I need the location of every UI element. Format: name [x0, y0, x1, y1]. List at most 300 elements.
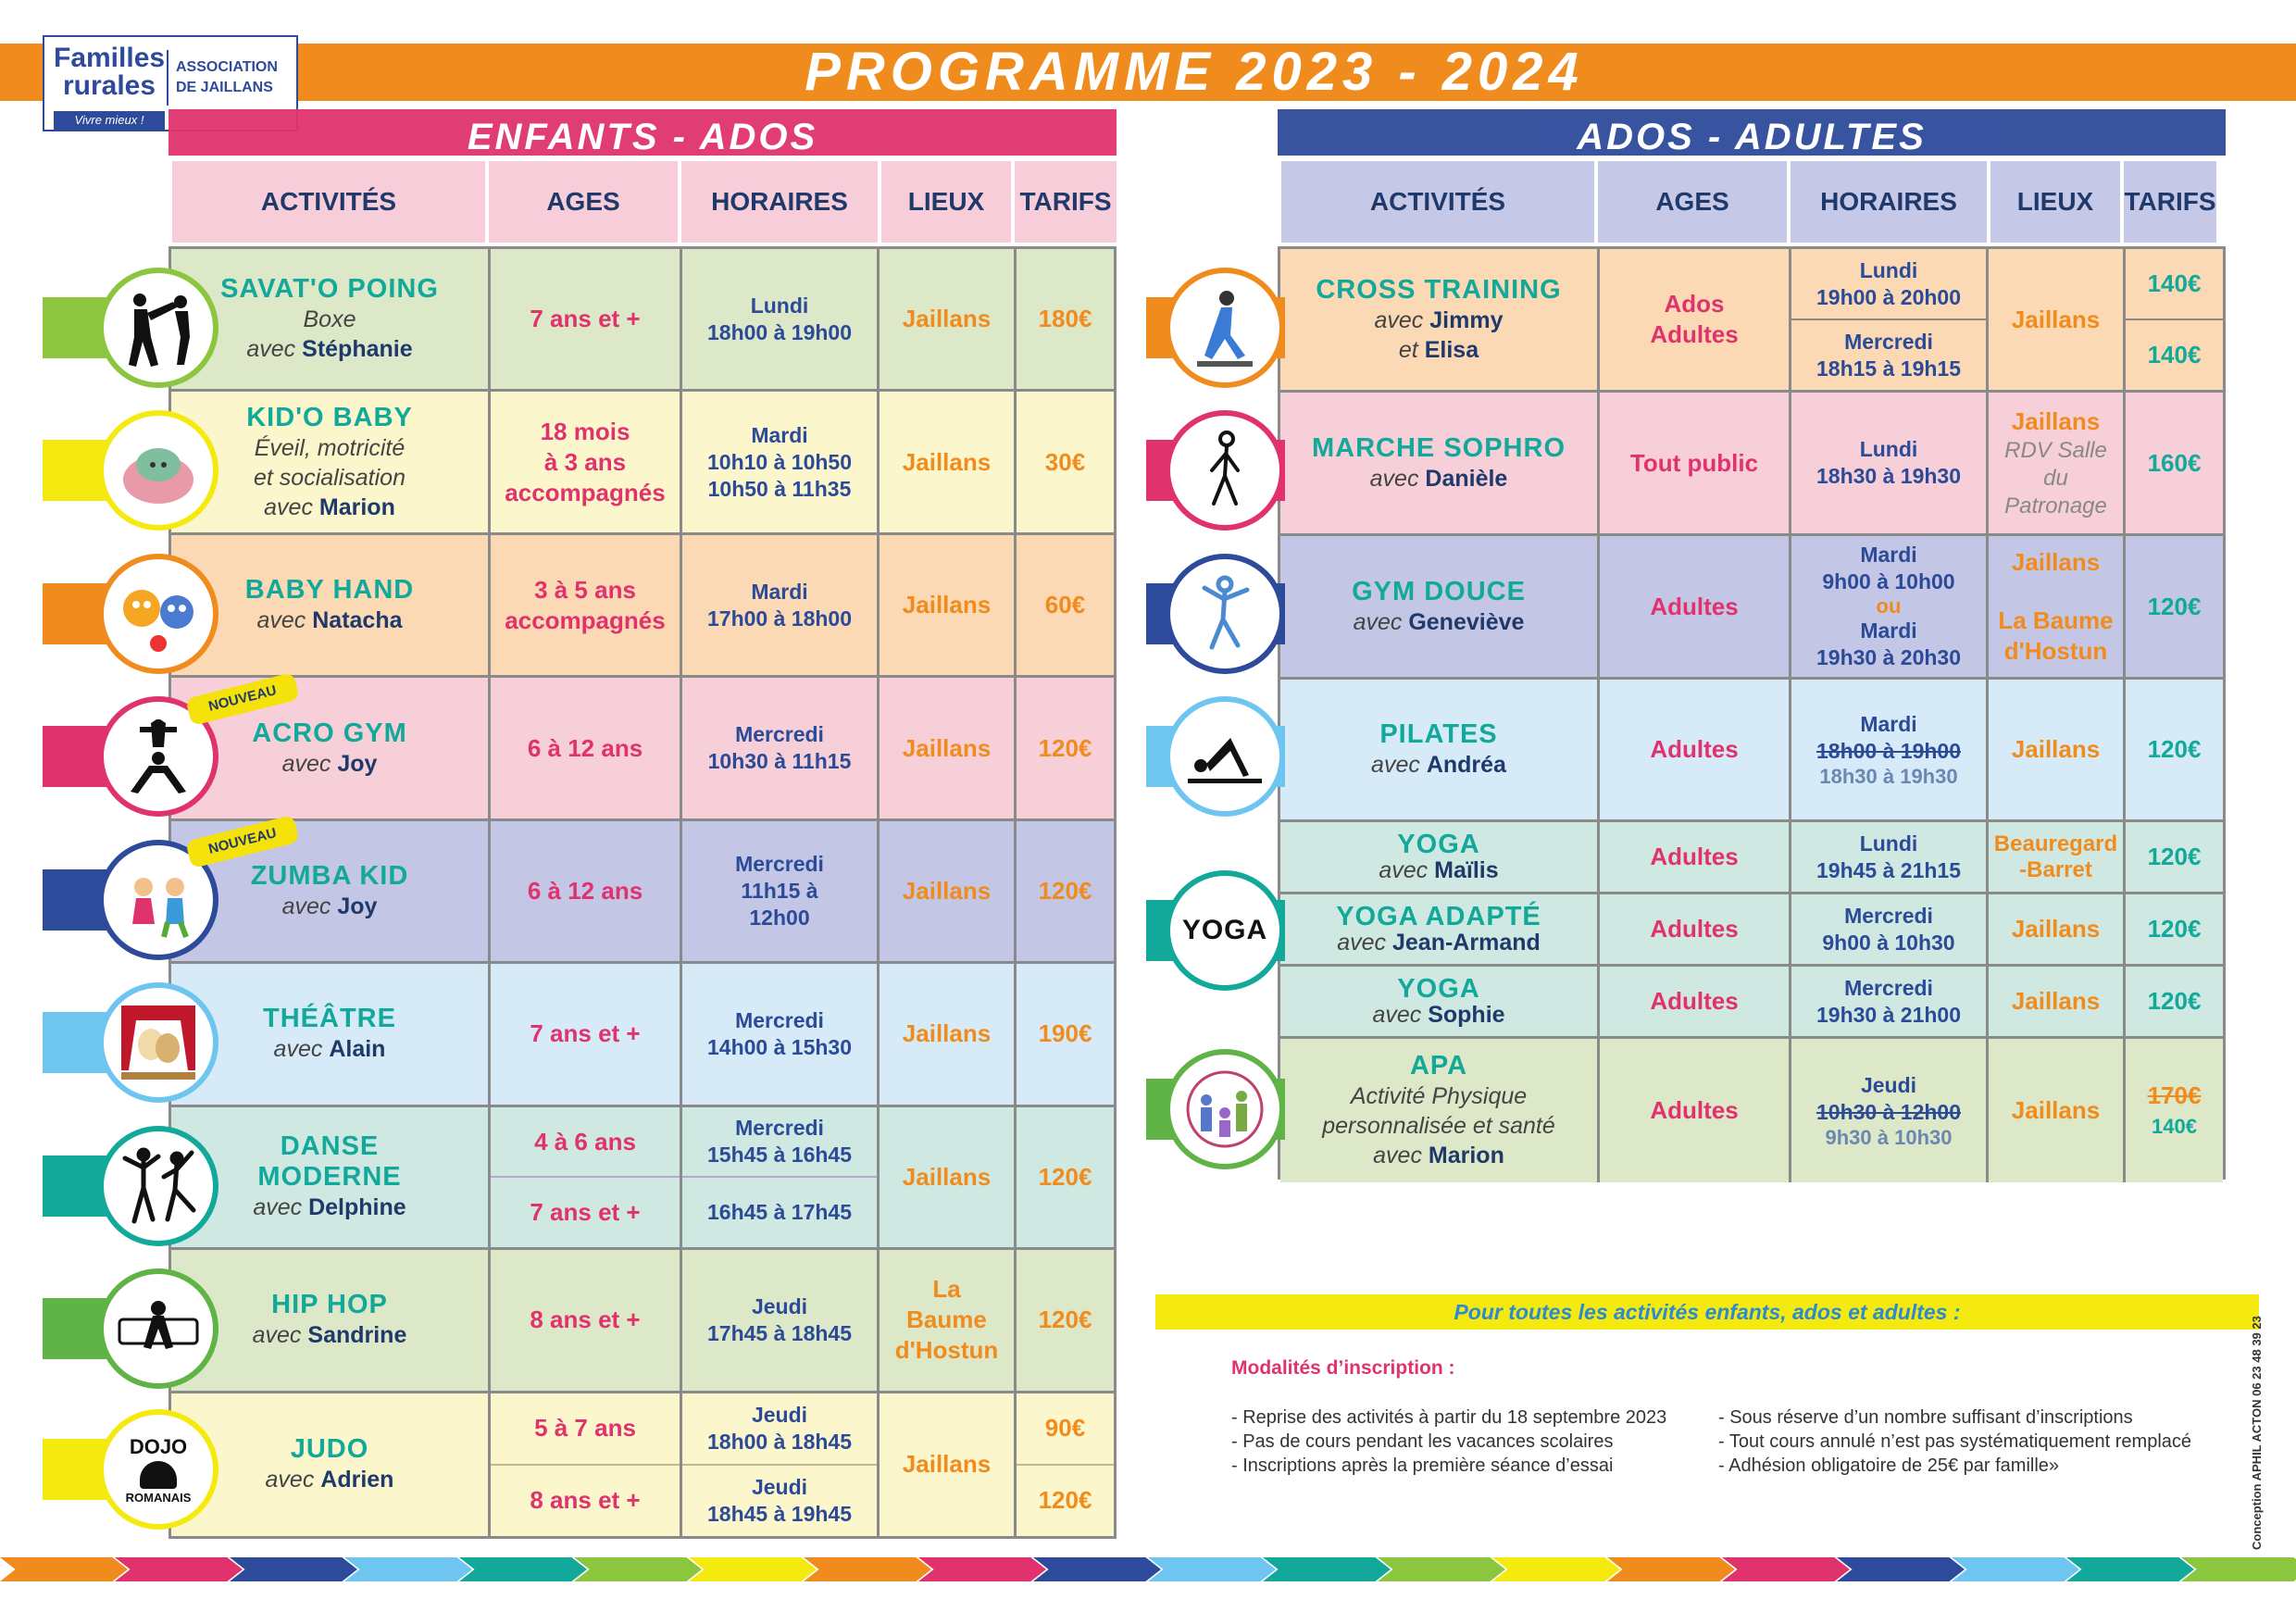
- ages-value: Adultes: [1650, 843, 1739, 870]
- lieu-value: Jaillans: [902, 1162, 992, 1191]
- and-label: et: [1398, 336, 1418, 363]
- modalites-column-1: [1231, 1405, 1713, 1478]
- ages-value: 6 à 12 ans: [527, 733, 643, 762]
- tarif-value: 180€: [1038, 305, 1092, 333]
- ages-cell: [491, 1250, 682, 1393]
- activity-title: BABY HAND: [244, 575, 415, 606]
- horaire-day: Lundi: [1859, 257, 1918, 282]
- teacher-name: Joy: [337, 893, 378, 919]
- teacher-name: Natacha: [312, 607, 403, 634]
- ages-value: 3 à 5 ans: [534, 575, 636, 604]
- theatre-masks-icon: [98, 982, 218, 1103]
- horaire-time: 17h45 à 18h45: [706, 1320, 852, 1345]
- zumba-kid-icon-badge: [43, 840, 209, 960]
- horaire-time: 18h30 à 19h30: [1816, 464, 1961, 488]
- tarif-cell: [2126, 536, 2223, 680]
- tarif-value: 120€: [2147, 735, 2202, 763]
- savat-o-poing-icon-badge: [43, 268, 209, 388]
- modalites-title: Modalités d’inscription :: [1231, 1357, 1455, 1379]
- dojo-logo-subtext: ROMANAIS: [125, 1490, 192, 1505]
- ages-cell: [1600, 536, 1791, 680]
- teacher-name: Elisa: [1424, 336, 1479, 363]
- avec-label: avec: [281, 750, 331, 777]
- activity-title: SAVAT'O POING: [220, 274, 439, 305]
- lieu-cell: [880, 1107, 1017, 1250]
- acro-gym-icon-badge: [43, 696, 209, 817]
- horaire-day: Lundi: [1859, 831, 1918, 856]
- activity-title: YOGA: [1397, 829, 1480, 859]
- ages-cell: [491, 535, 682, 678]
- nouveau-label: NOUVEAU: [185, 815, 300, 868]
- activity-cell: [171, 249, 491, 392]
- activity-title: ACRO GYM: [252, 718, 407, 748]
- horaire-day: Mercredi: [735, 722, 824, 747]
- horaire-time: 19h00 à 20h00: [1816, 284, 1961, 309]
- avec-label: avec: [281, 893, 331, 919]
- activity-description: et socialisation: [254, 464, 406, 491]
- horaires-cell: [682, 535, 880, 678]
- horaires-cell: [682, 821, 880, 964]
- ages-value: accompagnés: [505, 606, 666, 634]
- horaire-time: 18h00 à 19h00: [706, 319, 852, 344]
- judo-icon-badge: [43, 1409, 209, 1530]
- horaire-time: 18h15 à 19h15: [1816, 356, 1961, 381]
- tarif-value: 120€: [1038, 1162, 1092, 1191]
- teacher-name: Jean-Armand: [1392, 929, 1541, 956]
- activity-title: YOGA: [1397, 973, 1480, 1004]
- hip-hop-icon-badge: [43, 1268, 209, 1389]
- tarif-value: 120€: [2147, 987, 2202, 1015]
- lieu-note: Patronage: [2004, 493, 2107, 518]
- logo-divider: [167, 50, 168, 106]
- avec-label: avec: [1353, 608, 1403, 635]
- lieu-value: Jaillans: [2011, 547, 2101, 576]
- teacher-name: Sophie: [1428, 1001, 1505, 1028]
- activity-title: JUDO: [290, 1434, 369, 1465]
- tarif-value: 190€: [1038, 1019, 1092, 1048]
- activity-cell: [1280, 1039, 1600, 1182]
- lieu-value: Jaillans: [902, 305, 992, 333]
- boxing-icon: [98, 268, 218, 388]
- teacher-name: Marion: [318, 493, 395, 520]
- teacher-name: Joy: [337, 750, 378, 777]
- col-header-activites: ACTIVITÉS: [172, 161, 485, 243]
- ages-value: 7 ans et +: [530, 305, 641, 333]
- modalite-item: - Sous réserve d’un nombre suffisant d’inscriptions: [1718, 1407, 2133, 1428]
- horaire-time: 18h00 à 18h45: [706, 1429, 852, 1454]
- pilates-icon: [1165, 696, 1285, 817]
- horaire-time: 9h00 à 10h30: [1822, 930, 1955, 955]
- col-header-ages: AGES: [1598, 161, 1787, 243]
- horaire-time: 16h45 à 17h45: [706, 1200, 852, 1225]
- tarif-cell: [1017, 678, 1114, 820]
- ages-value: à 3 ans: [543, 447, 627, 476]
- avec-label: avec: [1369, 465, 1419, 492]
- tarif-cell: [2126, 393, 2223, 536]
- teacher-name: Danièle: [1425, 465, 1508, 492]
- horaires-cell: [682, 1107, 880, 1250]
- lieu-cell: [1989, 536, 2126, 680]
- modalite-item: - Adhésion obligatoire de 25€ par famille»: [1718, 1455, 2060, 1476]
- danse-moderne-icon-badge: [43, 1126, 209, 1246]
- apa-icon-badge: [1118, 1049, 1285, 1169]
- dojo-logo-text: DOJO: [129, 1434, 188, 1458]
- ages-value: accompagnés: [505, 478, 666, 506]
- nouveau-badge: [187, 825, 298, 857]
- horaire-time-new: 18h30 à 19h30: [1819, 764, 1958, 788]
- dojo-romanais-icon: [98, 1409, 218, 1530]
- lieu-cell: [880, 964, 1017, 1106]
- tarif-cell: [2126, 249, 2223, 393]
- tarif-value: 140€: [2147, 341, 2202, 369]
- credit: Conception APHIL ACTON 06 23 48 39 23: [2250, 1316, 2264, 1550]
- section-title-right: ADOS - ADULTES: [1278, 109, 2226, 156]
- horaire-day: Jeudi: [1860, 1072, 1917, 1097]
- horaire-time: 10h30 à 11h15: [707, 749, 852, 774]
- ages-value: Adultes: [1650, 592, 1739, 620]
- horaires-cell: [1791, 967, 1989, 1039]
- modalite-item: - Inscriptions après la première séance d’essai: [1231, 1455, 1614, 1476]
- horaire-day: Jeudi: [751, 1402, 808, 1427]
- lieu-cell: [1989, 967, 2126, 1039]
- activity-cell: [1280, 680, 1600, 822]
- hiphop-icon: [98, 1268, 218, 1389]
- lieu-value: Jaillans: [902, 591, 992, 619]
- horaires-cell: [1791, 822, 1989, 894]
- horaires-cell: [682, 964, 880, 1106]
- lieu-cell: [1989, 1039, 2126, 1182]
- teacher-name: Maïlis: [1434, 856, 1499, 883]
- horaire-day: Mardi: [1860, 711, 1917, 736]
- right-schedule-table: [1278, 246, 2226, 1180]
- horaires-cell: [682, 1250, 880, 1393]
- logo-tagline: Vivre mieux !: [54, 111, 165, 130]
- col-header-ages: AGES: [489, 161, 678, 243]
- col-header-horaires: HORAIRES: [1791, 161, 1987, 243]
- activity-cell: [171, 535, 491, 678]
- activity-cell: [1280, 894, 1600, 967]
- avec-label: avec: [1337, 929, 1387, 956]
- lieu-value: Jaillans: [902, 1019, 992, 1048]
- teacher-name: Geneviève: [1408, 608, 1525, 635]
- horaire-time: 10h50 à 11h35: [707, 476, 852, 501]
- teacher-name: Adrien: [320, 1467, 394, 1493]
- horaire-time: 19h45 à 21h15: [1816, 857, 1961, 882]
- lieu-cell: [880, 678, 1017, 820]
- horaires-cell: [1791, 894, 1989, 967]
- yoga-icon: [1165, 870, 1285, 991]
- modalite-item: - Pas de cours pendant les vacances scolaires: [1231, 1431, 1614, 1452]
- ages-value: 8 ans et +: [530, 1486, 641, 1515]
- lieu-value: d'Hostun: [894, 1336, 999, 1365]
- ages-cell: [1600, 680, 1791, 822]
- activity-title: THÉÂTRE: [263, 1004, 396, 1034]
- horaire-day: Mardi: [751, 422, 808, 447]
- horaire-time-old: 18h00 à 19h00: [1816, 738, 1961, 763]
- lieu-value: Baume: [906, 1305, 987, 1334]
- activity-title: ZUMBA KID: [250, 860, 409, 891]
- tarif-value: 90€: [1017, 1393, 1114, 1466]
- lieu-cell: [880, 392, 1017, 534]
- col-header-activites: ACTIVITÉS: [1281, 161, 1594, 243]
- horaire-time-old: 10h30 à 12h00: [1816, 1099, 1961, 1124]
- tarif-cell: [1017, 1107, 1114, 1250]
- horaire-time: 19h30 à 21h00: [1816, 1002, 1961, 1027]
- horaires-cell: [682, 678, 880, 820]
- tarif-cell: [1017, 1250, 1114, 1393]
- tarif-value-old: 170€: [2147, 1081, 2202, 1109]
- dancers-icon: [98, 1126, 218, 1246]
- lieu-value: Jaillans: [2011, 987, 2101, 1015]
- tarif-cell: [2126, 967, 2223, 1039]
- horaire-time: 18h45 à 19h45: [706, 1501, 852, 1526]
- avec-label: avec: [1372, 1001, 1422, 1028]
- apa-group-icon: [1165, 1049, 1285, 1169]
- horaire-day: Mercredi: [1844, 975, 1933, 1000]
- avec-label: avec: [252, 1322, 302, 1349]
- handball-mascot-icon: [98, 554, 218, 674]
- tarif-value: 120€: [1038, 876, 1092, 905]
- horaire-day: Mercredi: [1844, 903, 1933, 928]
- lieu-cell: [1989, 822, 2126, 894]
- activity-cell: [1280, 967, 1600, 1039]
- col-header-tarifs: TARIFS: [1015, 161, 1117, 243]
- info-banner: Pour toutes les activités enfants, ados et adultes :: [1155, 1294, 2259, 1330]
- horaires-cell: [682, 249, 880, 392]
- avec-label: avec: [253, 1194, 303, 1221]
- activity-cell: [171, 1107, 491, 1250]
- activity-cell: [171, 1393, 491, 1536]
- gym-douce-icon-badge: [1118, 554, 1285, 674]
- lieu-cell: [1989, 680, 2126, 822]
- horaire-day: Mercredi: [1844, 329, 1933, 354]
- activity-description: personnalisée et santé: [1322, 1113, 1555, 1139]
- tarif-value: 120€: [2147, 592, 2202, 620]
- kid-o-baby-icon-badge: [43, 410, 209, 531]
- ages-cell: [491, 392, 682, 534]
- avec-label: avec: [1379, 856, 1429, 883]
- nouveau-label: NOUVEAU: [185, 672, 300, 726]
- teacher-name: Jimmy: [1429, 306, 1504, 333]
- tarif-value: 30€: [1044, 447, 1086, 476]
- avec-label: avec: [264, 493, 313, 520]
- left-column-headers: [172, 161, 1117, 246]
- baby-hand-icon-badge: [43, 554, 209, 674]
- ages-value: 7 ans et +: [530, 1198, 641, 1227]
- lieu-cell: [880, 249, 1017, 392]
- theatre-icon-badge: [43, 982, 209, 1103]
- lieu-value: Jaillans: [2011, 305, 2101, 333]
- ages-value: 6 à 12 ans: [527, 876, 643, 905]
- lieu-value: Jaillans: [902, 1450, 992, 1479]
- ages-value: 7 ans et +: [530, 1019, 641, 1048]
- ages-cell: [491, 249, 682, 392]
- ages-cell: [491, 964, 682, 1106]
- lieu-cell: [880, 821, 1017, 964]
- activity-cell: [1280, 536, 1600, 680]
- lieu-note: du: [2043, 465, 2068, 491]
- horaire-day: Jeudi: [751, 1474, 808, 1499]
- tarif-value: 140€: [2152, 1114, 2197, 1138]
- horaires-cell: [1791, 1039, 1989, 1182]
- activity-description: Activité Physique: [1350, 1083, 1528, 1109]
- lieu-cell: [1989, 393, 2126, 536]
- horaire-time: 17h00 à 18h00: [706, 606, 852, 631]
- ages-value: Adultes: [1650, 987, 1739, 1015]
- teacher-name: Alain: [329, 1036, 386, 1063]
- horaire-day: Mercredi: [735, 851, 824, 876]
- teacher-name: Delphine: [308, 1194, 406, 1221]
- horaire-day: Jeudi: [751, 1293, 808, 1318]
- ages-value: 8 ans et +: [530, 1305, 641, 1334]
- activity-description: Éveil, motricité: [254, 434, 406, 461]
- lieu-cell: [1989, 894, 2126, 967]
- tarif-value: 140€: [2126, 249, 2223, 320]
- logo-name: Familles rurales: [54, 43, 166, 101]
- col-header-horaires: HORAIRES: [681, 161, 878, 243]
- activity-title: PILATES: [1379, 719, 1498, 749]
- teacher-name: Andréa: [1426, 752, 1506, 778]
- horaire-time: 12h00: [749, 905, 810, 930]
- lieu-cell: [880, 1250, 1017, 1393]
- ages-value: 18 mois: [540, 417, 630, 445]
- lieu-value: Jaillans: [902, 447, 992, 476]
- tarif-cell: [1017, 392, 1114, 534]
- horaire-day: Mardi: [1860, 543, 1917, 567]
- activity-description: Boxe: [303, 306, 356, 333]
- avec-label: avec: [1374, 306, 1424, 333]
- col-header-lieux: LIEUX: [1990, 161, 2120, 243]
- activity-title: HIP HOP: [271, 1290, 388, 1320]
- baby-icon: [98, 410, 218, 531]
- activity-title: APA: [1409, 1051, 1468, 1081]
- horaire-time: 15h45 à 16h45: [706, 1143, 852, 1168]
- ages-cell: [491, 1107, 682, 1250]
- lieu-value: Jaillans: [902, 876, 992, 905]
- tarif-value: 160€: [2147, 448, 2202, 477]
- avec-label: avec: [256, 607, 306, 634]
- ages-value: Tout public: [1629, 448, 1759, 477]
- ages-value: Adultes: [1650, 1096, 1739, 1124]
- modalite-item: - Reprise des activités à partir du 18 septembre 2023: [1231, 1407, 1667, 1428]
- ages-value: Adultes: [1650, 320, 1739, 348]
- tarif-value: 120€: [2147, 915, 2202, 943]
- modalites-column-2: [1718, 1405, 2218, 1478]
- lieu-value: -Barret: [2019, 856, 2092, 882]
- avec-label: avec: [1371, 752, 1420, 778]
- tarif-cell: [2126, 822, 2223, 894]
- ages-cell: [491, 678, 682, 820]
- gentle-gym-icon: [1165, 554, 1285, 674]
- activity-cell: [1280, 822, 1600, 894]
- ages-cell: [1600, 393, 1791, 536]
- lieu-value: Jaillans: [2011, 1096, 2101, 1124]
- horaires-cell: [1791, 680, 1989, 822]
- horaire-day: Lundi: [750, 293, 809, 318]
- right-column-headers: [1281, 161, 2226, 246]
- horaires-cell: [1791, 393, 1989, 536]
- marche-sophro-icon-badge: [1118, 410, 1285, 531]
- lieu-value: Beauregard: [1993, 831, 2118, 856]
- horaire-day: Mercredi: [735, 1116, 824, 1141]
- activity-title: CROSS TRAINING: [1316, 274, 1562, 305]
- avec-label: avec: [1373, 1143, 1422, 1168]
- nouveau-badge: [187, 682, 298, 715]
- lieu-value: La: [932, 1275, 961, 1304]
- ages-cell: [1600, 967, 1791, 1039]
- avec-label: avec: [273, 1036, 323, 1063]
- lieu-value: d'Hostun: [2003, 636, 2108, 665]
- ages-value: 5 à 7 ans: [491, 1393, 680, 1466]
- cross-training-icon-badge: [1118, 268, 1285, 388]
- horaire-time-new: 9h30 à 10h30: [1825, 1125, 1953, 1149]
- lieu-value: Jaillans: [2011, 735, 2101, 763]
- ages-cell: [1600, 249, 1791, 393]
- tarif-cell: [1017, 964, 1114, 1106]
- activity-title: DANSE MODERNE: [257, 1131, 402, 1193]
- ages-value: Ados: [1664, 290, 1725, 318]
- lieu-value: Jaillans: [2011, 406, 2101, 435]
- tarif-cell: [1017, 535, 1114, 678]
- logo-association: ASSOCIATION DE JAILLANS: [176, 59, 278, 95]
- tarif-cell: [1017, 1393, 1114, 1536]
- section-title-left: ENFANTS - ADOS: [168, 109, 1117, 156]
- avec-label: avec: [246, 336, 296, 363]
- yoga-icon-badge: [1118, 870, 1285, 991]
- activity-cell: [171, 1250, 491, 1393]
- teacher-name: Marion: [1428, 1143, 1504, 1168]
- activity-title: MARCHE SOPHRO: [1311, 432, 1566, 463]
- activity-title: GYM DOUCE: [1352, 576, 1526, 606]
- horaire-day: Mercredi: [735, 1007, 824, 1032]
- lieu-value: Jaillans: [902, 733, 992, 762]
- ages-value: 4 à 6 ans: [491, 1107, 680, 1179]
- tarif-cell: [1017, 821, 1114, 964]
- page-title: PROGRAMME 2023 - 2024: [805, 42, 1584, 102]
- activity-cell: [1280, 393, 1600, 536]
- lieu-cell: [880, 535, 1017, 678]
- activity-title: YOGA ADAPTÉ: [1336, 901, 1541, 931]
- tarif-value: 60€: [1044, 591, 1086, 619]
- tarif-cell: [1017, 249, 1114, 392]
- tarif-value: 120€: [1038, 1305, 1092, 1334]
- horaire-time: 14h00 à 15h30: [706, 1034, 852, 1059]
- ages-cell: [1600, 1039, 1791, 1182]
- ages-cell: [1600, 822, 1791, 894]
- col-header-tarifs: TARIFS: [2124, 161, 2216, 243]
- col-header-lieux: LIEUX: [881, 161, 1011, 243]
- ages-cell: [491, 821, 682, 964]
- horaire-or: ou: [1876, 594, 1902, 618]
- lieu-value: Jaillans: [2011, 915, 2101, 943]
- lieu-cell: [1989, 249, 2126, 393]
- tarif-cell: [2126, 1039, 2223, 1182]
- crossfit-icon: [1165, 268, 1285, 388]
- ages-cell: [491, 1393, 682, 1536]
- activity-cell: [171, 392, 491, 534]
- horaire-day: Mardi: [751, 579, 808, 604]
- horaire-time: 9h00 à 10h00: [1822, 569, 1955, 593]
- horaires-cell: [1791, 249, 1989, 393]
- lieu-cell: [880, 1393, 1017, 1536]
- tarif-cell: [2126, 894, 2223, 967]
- ages-value: Adultes: [1650, 735, 1739, 763]
- lieu-note: RDV Salle: [2004, 437, 2107, 463]
- decorative-stripe: [0, 1557, 2296, 1581]
- teacher-name: Sandrine: [307, 1322, 407, 1349]
- avec-label: avec: [265, 1467, 315, 1493]
- horaire-time: 19h30 à 20h30: [1816, 645, 1961, 669]
